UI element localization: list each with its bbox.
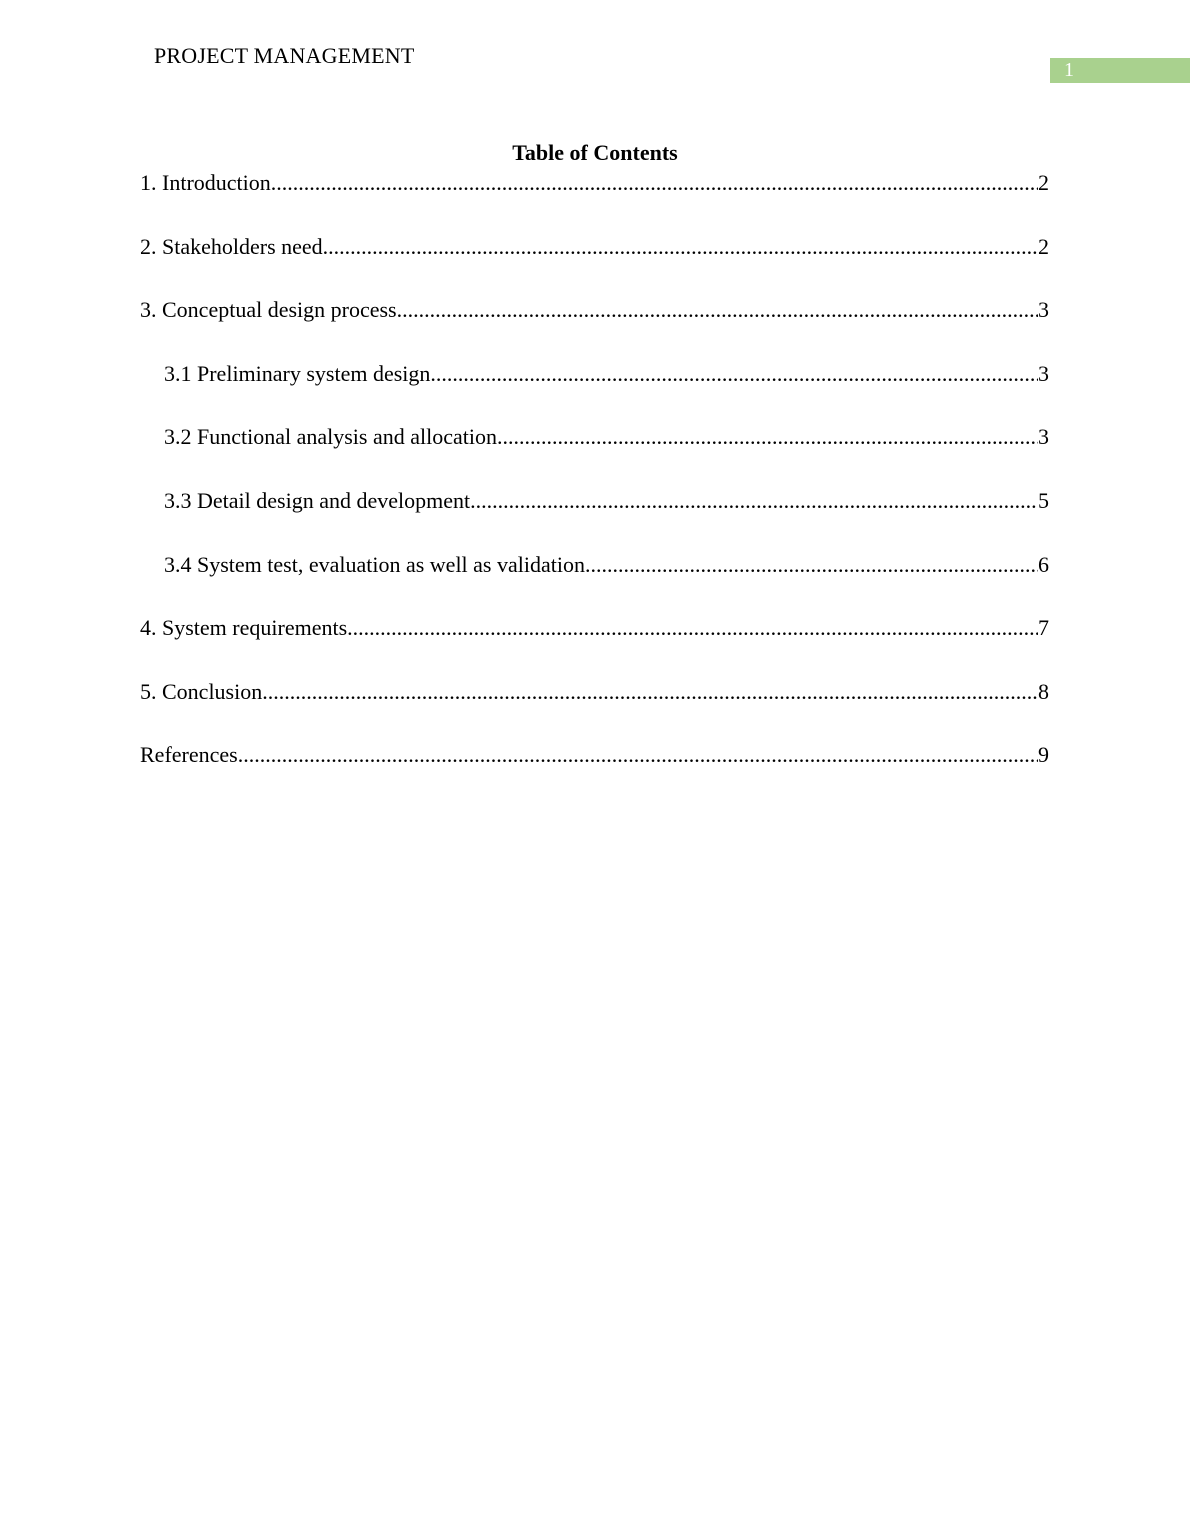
toc-dot-leader — [397, 296, 1038, 323]
toc-entry-label: 3.3 Detail design and development — [164, 487, 471, 513]
toc-entry-label: 5. Conclusion — [140, 678, 263, 704]
toc-entry-page: 7 — [1038, 615, 1049, 641]
toc-entry-page: 2 — [1038, 233, 1049, 259]
toc-entry-system-requirements[interactable] — [140, 614, 1049, 678]
toc-entry-label: 3.1 Preliminary system design — [164, 360, 431, 386]
toc-dot-leader — [585, 551, 1038, 578]
toc-heading: Table of Contents — [512, 140, 678, 165]
toc-entry-conclusion[interactable] — [140, 678, 1049, 742]
toc-entry-label: 3. Conceptual design process — [140, 297, 397, 323]
toc-dot-leader — [470, 487, 1038, 514]
toc-entry-stakeholders-need[interactable] — [140, 233, 1049, 297]
page-number-badge: 1 — [1050, 58, 1190, 83]
toc-entry-detail-design[interactable] — [140, 487, 1049, 551]
toc-entry-preliminary-design[interactable] — [140, 360, 1049, 424]
toc-entry-system-test[interactable] — [140, 551, 1049, 615]
toc-entry-page: 5 — [1038, 487, 1049, 513]
toc-entry-page: 3 — [1038, 424, 1049, 450]
toc-dot-leader — [271, 169, 1038, 196]
toc-entry-references[interactable] — [140, 741, 1049, 805]
toc-entry-page: 8 — [1038, 678, 1049, 704]
toc-entry-introduction[interactable] — [140, 169, 1049, 233]
toc-entry-conceptual-design[interactable] — [140, 296, 1049, 360]
toc-entry-label: References — [140, 742, 238, 768]
toc-dot-leader — [238, 741, 1038, 768]
toc-entry-page: 3 — [1038, 297, 1049, 323]
toc-dot-leader — [262, 678, 1038, 705]
toc-dot-leader — [430, 360, 1038, 387]
toc-entry-page: 6 — [1038, 551, 1049, 577]
toc-entry-label: 2. Stakeholders need — [140, 233, 323, 259]
toc-dot-leader — [497, 423, 1038, 450]
toc-dot-leader — [323, 233, 1038, 260]
toc-entry-label: 1. Introduction — [140, 170, 271, 195]
toc-entry-page: 9 — [1038, 742, 1049, 768]
toc-entry-page: 2 — [1038, 170, 1049, 195]
running-header: PROJECT MANAGEMENT — [154, 43, 415, 68]
toc-entry-functional-analysis[interactable] — [140, 423, 1049, 487]
toc-entry-label: 3.4 System test, evaluation as well as validation — [164, 551, 585, 577]
toc-entry-page: 3 — [1038, 360, 1049, 386]
toc-entry-label: 4. System requirements — [140, 615, 348, 641]
toc-entry-label: 3.2 Functional analysis and allocation — [164, 424, 497, 450]
toc-dot-leader — [347, 614, 1038, 641]
toc-list — [140, 169, 1049, 805]
